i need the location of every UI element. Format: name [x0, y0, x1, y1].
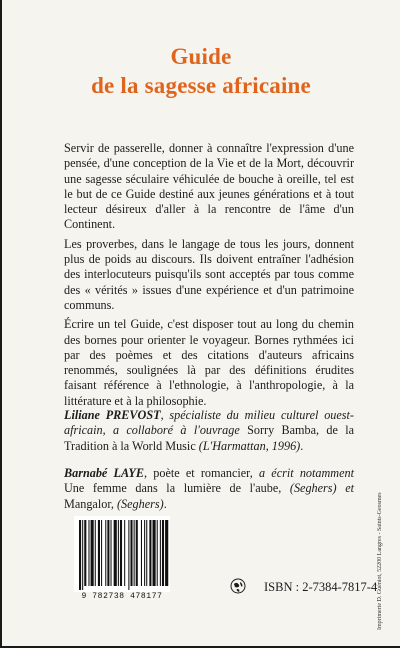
printer-imprint: Imprimerie D. Guéniot, 52200 Langres - Saints-Geosmes — [377, 492, 383, 630]
author-note-laye — [64, 466, 354, 512]
book-title — [2, 42, 400, 100]
barcode-bar — [157, 520, 158, 586]
barcode-bar — [107, 520, 109, 586]
author-work: Sorry Bamba, de la Tradition à la World Music — [64, 423, 355, 453]
author-work-publisher: (Seghers) — [117, 496, 164, 511]
author-description: , spécialiste du milieu culturel ouest-africain, a collaboré à l'ouvrage — [64, 408, 354, 438]
barcode-bar — [84, 520, 86, 586]
isbn: ISBN : 2-7384-7817-4 — [264, 580, 378, 594]
author-work: Mangalor, — [64, 496, 117, 511]
barcode-bar — [128, 520, 129, 590]
barcode-bar — [98, 520, 100, 586]
blurb — [64, 141, 354, 413]
barcode-bar — [118, 520, 119, 586]
barcode-bar — [114, 520, 117, 586]
barcode-digits: 9 782738 478177 — [81, 592, 163, 601]
barcode-bar — [153, 520, 156, 586]
title-line-2: de la sagesse africaine — [91, 73, 311, 98]
blurb-paragraph-3: Écrire un tel Guide, c'est disposer tout au long du chemin des bornes pour orienter le voyageur. Bornes rythmées ici par des poèmes et des citations d'auteurs africains renommés, soulignées là par des définitions érudites faisant référence à l'ethnologie, à l'anthropologie, à la littérature et à la philosophie. — [64, 317, 354, 408]
barcode-bar — [165, 520, 168, 586]
title-line-1: Guide — [170, 44, 232, 69]
author-note-end: . — [300, 438, 304, 453]
author-note-prevost — [64, 408, 354, 454]
barcode-bar — [101, 520, 102, 586]
barcode-bar — [141, 520, 142, 586]
author-name: Barnabé LAYE — [64, 466, 145, 480]
barcode-bars — [74, 516, 170, 590]
globe-icon — [230, 578, 246, 594]
author-name: Liliane PREVOST — [64, 408, 161, 422]
author-work-publisher: (L'Harmattan, 1996) — [195, 438, 301, 453]
author-description-italic: a écrit notamment — [259, 466, 354, 480]
barcode-bar — [134, 520, 135, 586]
barcode-bar — [82, 520, 83, 590]
barcode-bar — [162, 520, 164, 586]
barcode-bar — [120, 520, 122, 586]
barcode-bar — [124, 520, 125, 586]
author-note-end: . — [163, 496, 167, 511]
barcode-bar — [160, 520, 161, 586]
author-work: Une femme dans la lumière de l'aube, — [64, 481, 290, 496]
barcode — [74, 516, 170, 601]
blurb-paragraph-1: Servir de passerelle, donner à connaître l'expression d'une pensée, d'une conception de la Vie et de la Mort, découvrir une sagesse séculaire véhiculée de bouche à oreille, tel est le but de ce Guide destiné aux jeunes générations et à tout lecteur désireux d'aller à la rencontre de l'âme d'un Continent. — [64, 141, 354, 232]
barcode-bar — [111, 520, 112, 586]
barcode-bar — [136, 520, 138, 586]
barcode-bar — [149, 520, 151, 586]
author-description: , poète et romancier, — [144, 466, 259, 480]
barcode-bar — [88, 520, 89, 586]
barcode-bar — [91, 520, 94, 586]
barcode-bar — [146, 520, 147, 586]
barcode-bar — [144, 520, 145, 586]
barcode-bar — [79, 520, 81, 590]
author-work-publisher: (Seghers) et — [289, 481, 354, 496]
barcode-bar — [95, 520, 96, 586]
barcode-bar — [130, 520, 132, 586]
barcode-bar — [105, 520, 106, 586]
blurb-paragraph-2: Les proverbes, dans le langage de tous les jours, donnent plus de poids au discours. Ils doivent entraîner l'adhésion des interlocuteurs puisqu'ils sont acceptés par tous comme des « vérités » issues d'une expérience et d'un patrimoine communs. — [64, 236, 354, 312]
